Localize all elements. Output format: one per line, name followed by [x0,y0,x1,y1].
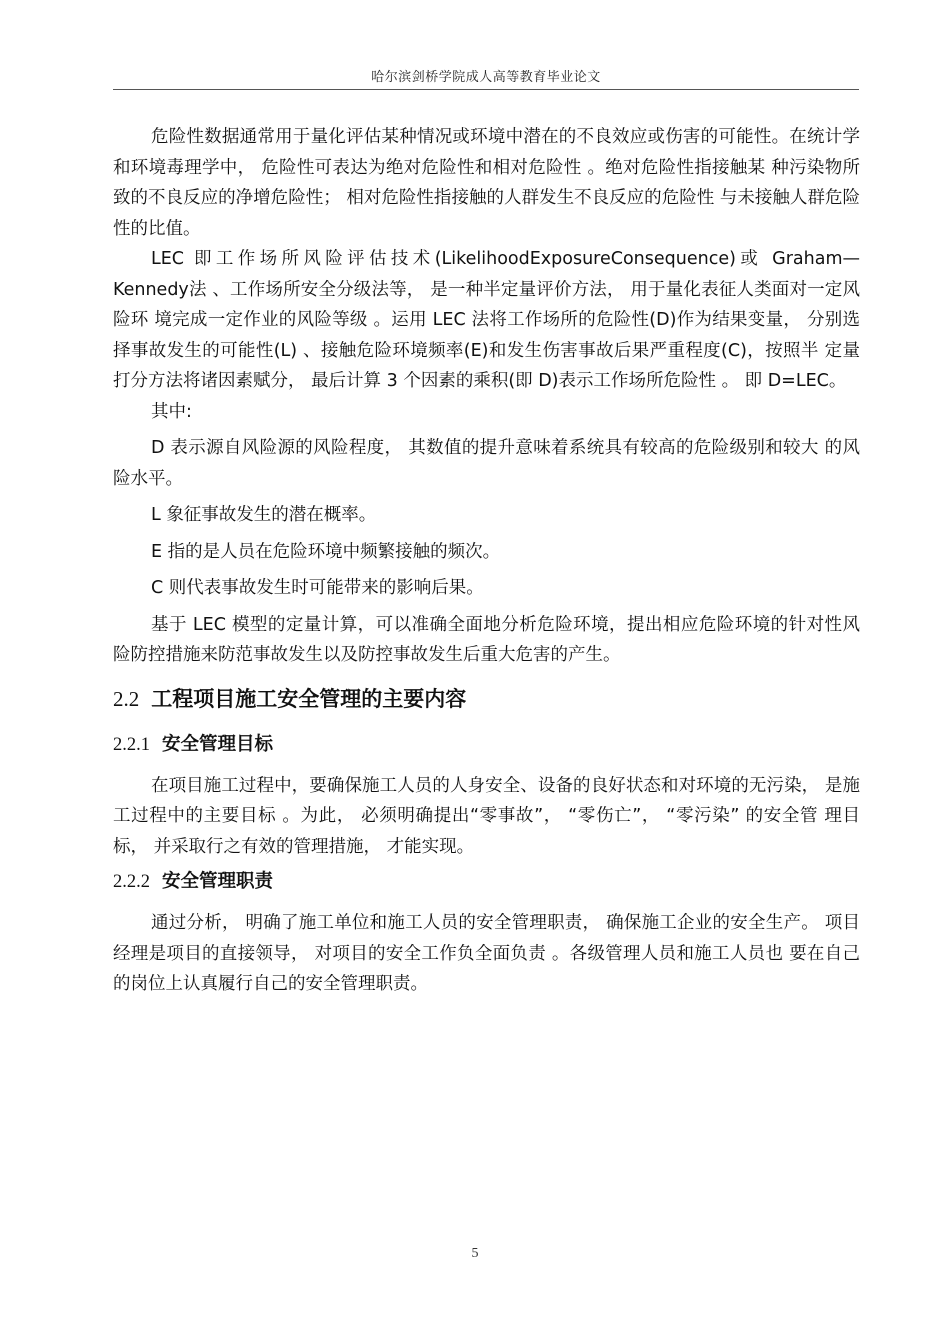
section-number: 2.2.1 [113,734,150,755]
header-divider [113,89,859,90]
paragraph-lec-conclusion: 基于 LEC 模型的定量计算，可以准确全面地分析危险环境，提出相应危险环境的针对性风险防控措施来防范事故发生以及防控事故发生后重大危害的产生。 [113,614,860,665]
paragraph-e-definition: E 指的是人员在危险环境中频繁接触的频次。 [151,541,501,562]
section-title: 安全管理目标 [162,733,274,755]
paragraph-safety-duties: 通过分析， 明确了施工单位和施工人员的安全管理职责， 确保施工企业的安全生产。 项目经理是项目的直接领导， 对项目的安全工作负全面负责 。各级管理人员和施工人员也 要在自己的岗位上认真履行自己的安全管理职责。 [113,913,860,994]
paragraph-l-definition: L 象征事故发生的潜在概率。 [151,505,377,525]
paragraph-lec-method: LEC 即工作场所风险评估技术(LikelihoodExposureConsequence)或 Graham—Kennedy法 、工作场所安全分级法等， 是一种半定量评价方法， 用于量化表征人类面对一定风险环 境完成一定作业的风险等级 。运用 LEC 法将工作场所的危险性(D)作为结果变量， 分别选 择事故发生的可能性(L) 、接触危险环境频率(E)和发生伤害事故后果严重程度(C)，按照半 定量打分方法将诸因素赋分， 最后计算 3 个因素的乘积(即 D)表示工作场所危险性 。 即 D=LEC。 [113,249,860,391]
paragraph-among-them: 其中: [151,401,192,422]
running-header: 哈尔滨剑桥学院成人高等教育毕业论文 [371,70,601,85]
paragraph-safety-goals: 在项目施工过程中，要确保施工人员的人身安全、设备的良好状态和对环境的无污染， 是施工过程中的主要目标 。为此， 必须明确提出“零事故”， “零伤亡”， “零污染” 的安全管 理目标， 并采取行之有效的管理措施， 才能实现。 [113,775,860,857]
paragraph-c-definition: C 则代表事故发生时可能带来的影响后果。 [151,578,484,598]
paragraph-d-definition: D 表示源自风险源的风险程度， 其数值的提升意味着系统具有较高的危险级别和较大 的风险水平。 [113,438,860,489]
paragraph-hazard-data: 危险性数据通常用于量化评估某种情况或环境中潜在的不良效应或伤害的可能性。在统计学和环境毒理学中， 危险性可表达为绝对危险性和相对危险性 。绝对危险性指接触某 种污染物所致的不良反应的净增危险性； 相对危险性指接触的人群发生不良反应的危险性 与未接触人群危险性的比值。 [113,127,860,239]
section-heading-2-2 [113,679,860,719]
section-number: 2.2 [113,686,140,711]
section-heading-2-2-1 [113,725,860,765]
page-body [113,122,860,1000]
section-heading-2-2-2 [113,862,860,902]
section-title: 安全管理职责 [162,871,274,892]
section-number: 2.2.2 [113,872,150,892]
page-number: 5 [471,1246,479,1261]
section-title: 工程项目施工安全管理的主要内容 [151,686,467,711]
